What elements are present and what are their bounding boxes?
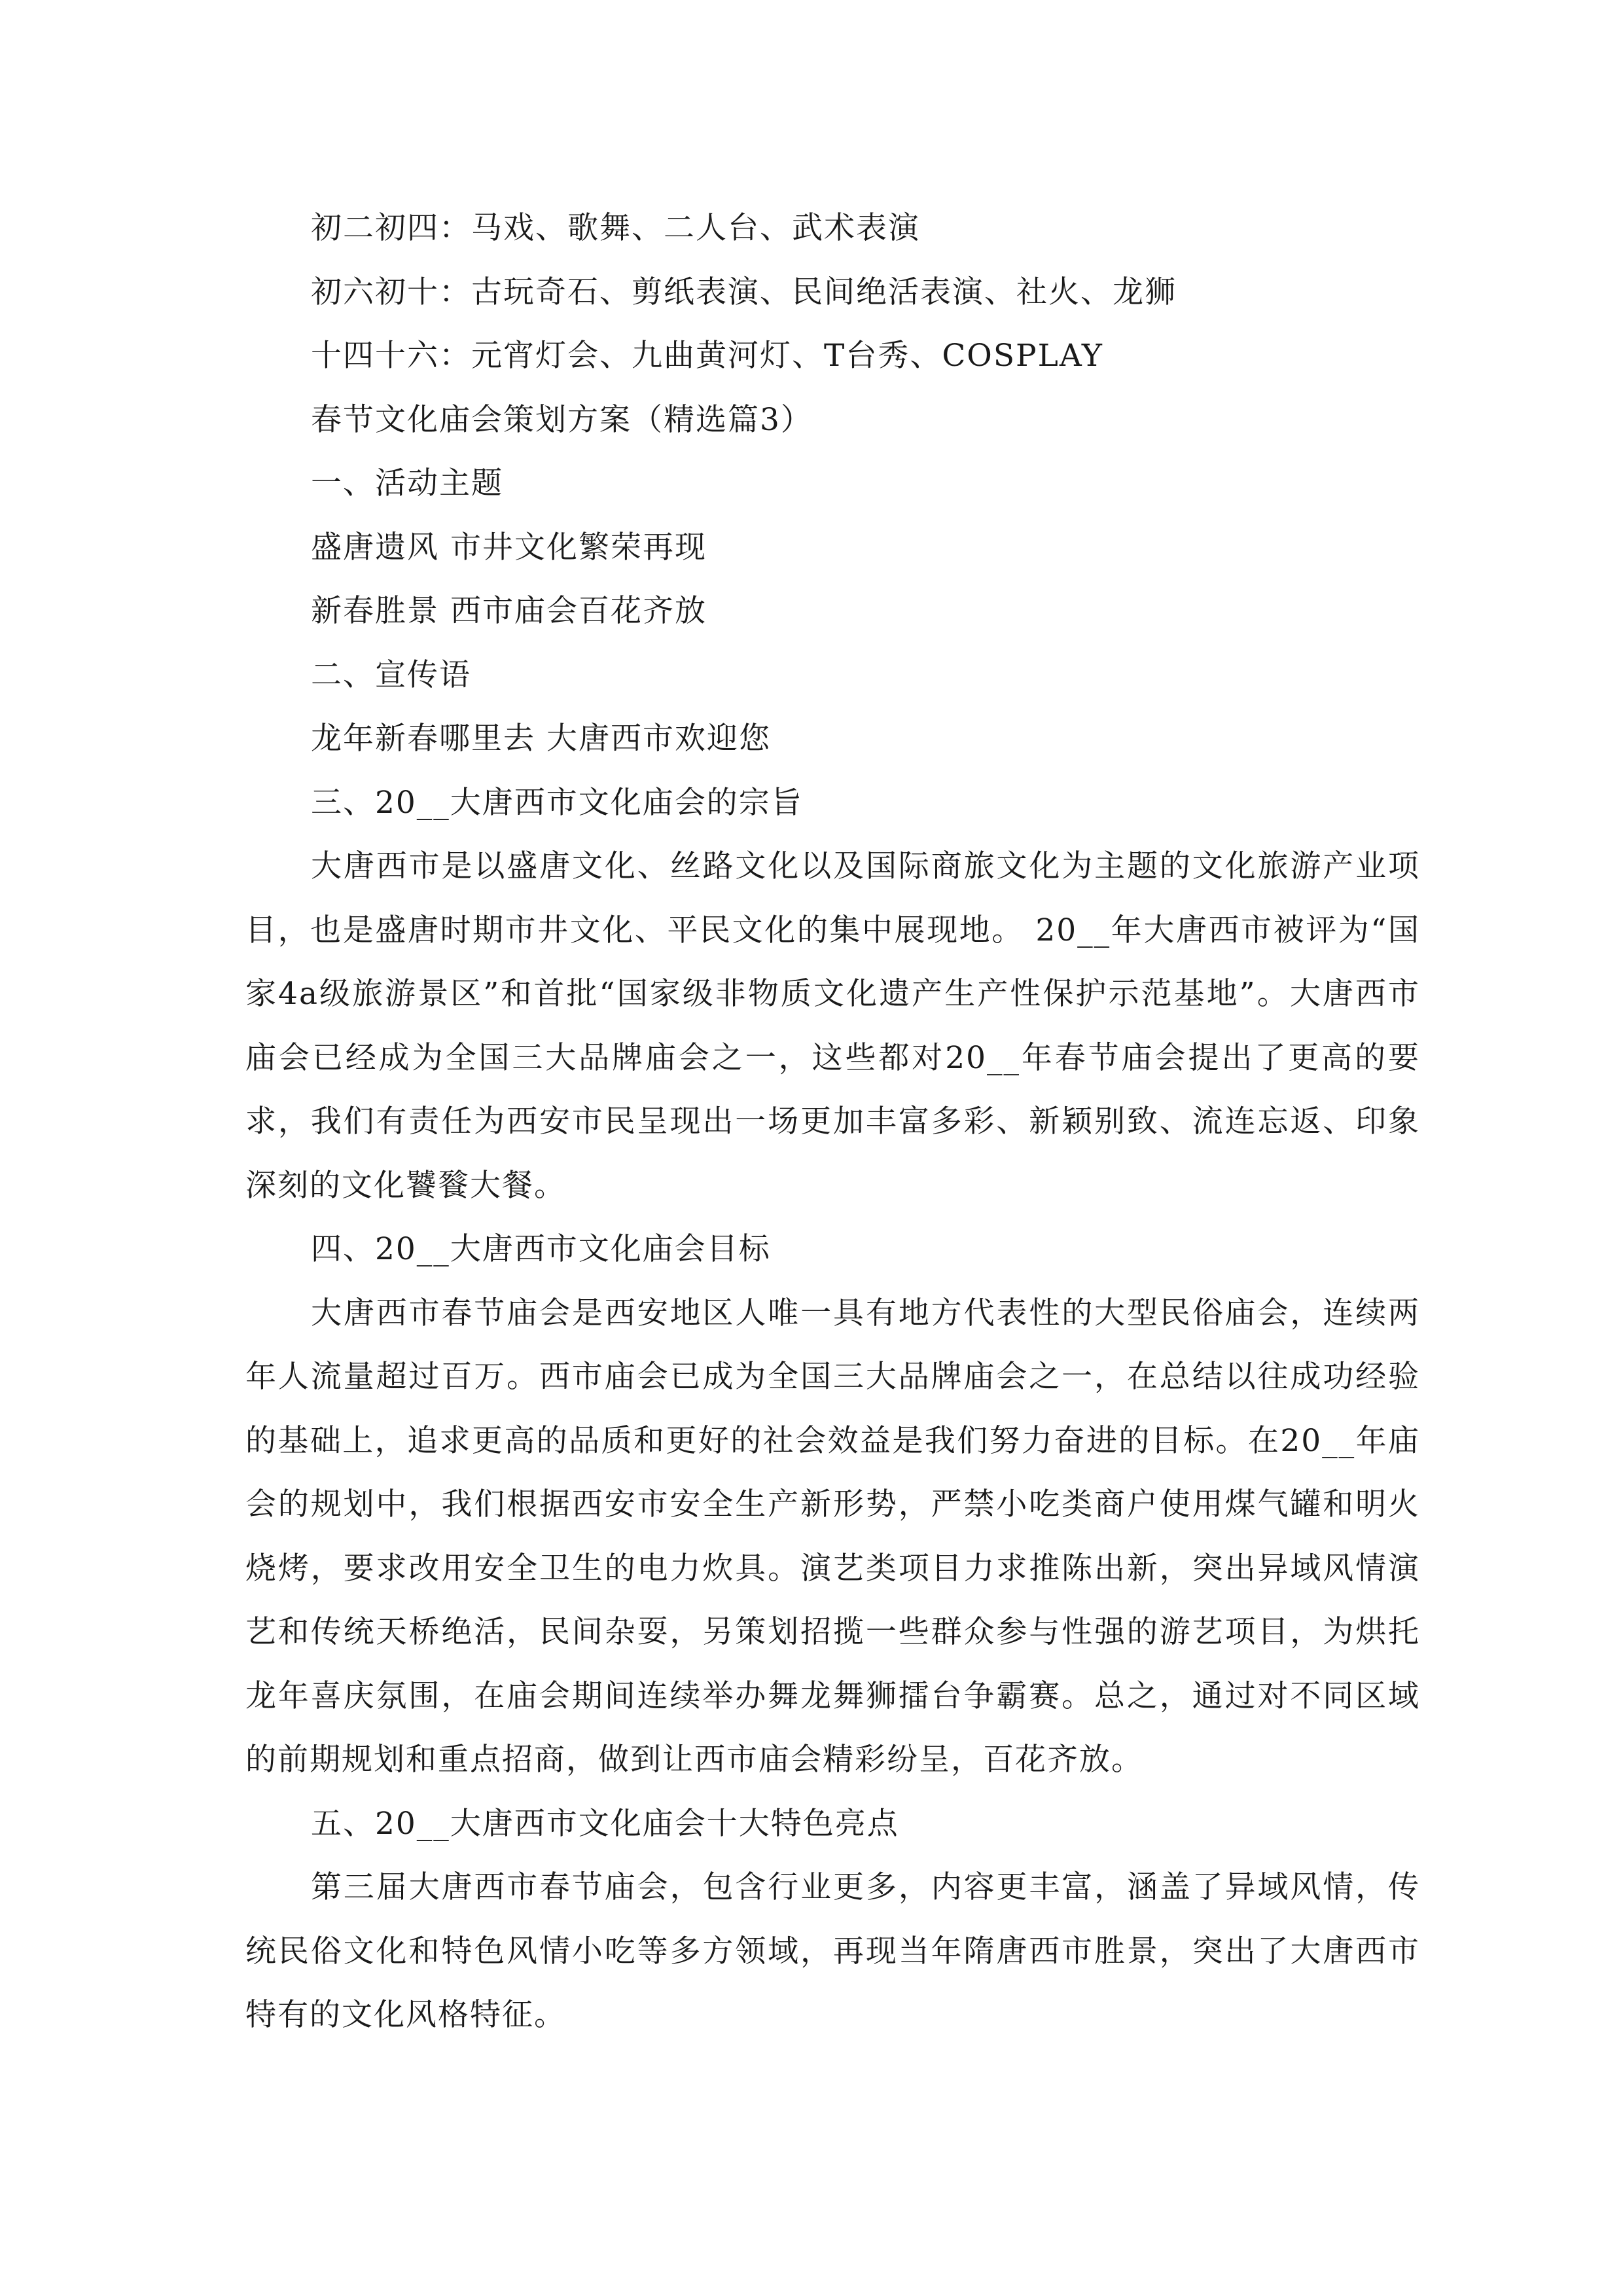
theme-line-1: 盛唐遗风 市井文化繁荣再现 — [311, 529, 707, 565]
paragraph-highlights: 第三届大唐西市春节庙会，包含行业更多，内容更丰富，涵盖了异域风情，传统民俗文化和特色风情小吃等多方领域，再现当年隋唐西市胜景，突出了大唐西市特有的文化风格特征。 — [245, 1869, 1420, 2033]
heading-goal: 四、20__大唐西市文化庙会目标 — [311, 1231, 771, 1267]
schedule-line-3: 十四十六：元宵灯会、九曲黄河灯、T台秀、COSPLAY — [311, 338, 1103, 374]
section-title: 春节文化庙会策划方案（精选篇3） — [311, 401, 813, 438]
paragraph-goal: 大唐西市春节庙会是西安地区人唯一具有地方代表性的大型民俗庙会，连续两年人流量超过百万。西市庙会已成为全国三大品牌庙会之一，在总结以往成功经验的基础上，追求更高的品质和更好的社会效益是我们努力奋进的目标。在20__年庙会的规划中，我们根据西安市安全生产新形势，严禁小吃类商户使用煤气罐和明火烧烤，要求改用安全卫生的电力炊具。演艺类项目力求推陈出新，突出异域风情演艺和传统天桥绝活，民间杂耍，另策划招揽一些群众参与性强的游艺项目，为烘托龙年喜庆氛围，在庙会期间连续举办舞龙舞狮擂台争霸赛。总之，通过对不同区域的前期规划和重点招商，做到让西市庙会精彩纷呈，百花齐放。 — [245, 1295, 1420, 1778]
heading-purpose: 三、20__大唐西市文化庙会的宗旨 — [311, 784, 803, 821]
paragraph-purpose: 大唐西市是以盛唐文化、丝路文化以及国际商旅文化为主题的文化旅游产业项目，也是盛唐时期市井文化、平民文化的集中展现地。 20__年大唐西市被评为“国家4a级旅游景区”和首批“国家级非物质文化遗产生产性保护示范基地”。大唐西市庙会已经成为全国三大品牌庙会之一，这些都对20__年春节庙会提出了更高的要求，我们有责任为西安市民呈现出一场更加丰富多彩、新颖别致、流连忘返、印象深刻的文化饕餮大餐。 — [245, 848, 1420, 1204]
theme-line-2: 新春胜景 西市庙会百花齐放 — [311, 593, 707, 629]
schedule-line-1: 初二初四：马戏、歌舞、二人台、武术表演 — [311, 210, 920, 246]
schedule-line-2: 初六初十：古玩奇石、剪纸表演、民间绝活表演、社火、龙狮 — [311, 274, 1177, 310]
document-body — [245, 196, 1420, 2047]
heading-activity-theme: 一、活动主题 — [311, 465, 503, 501]
heading-highlights: 五、20__大唐西市文化庙会十大特色亮点 — [311, 1805, 899, 1842]
slogan-text: 龙年新春哪里去 大唐西市欢迎您 — [311, 721, 771, 757]
heading-slogan: 二、宣传语 — [311, 656, 471, 693]
